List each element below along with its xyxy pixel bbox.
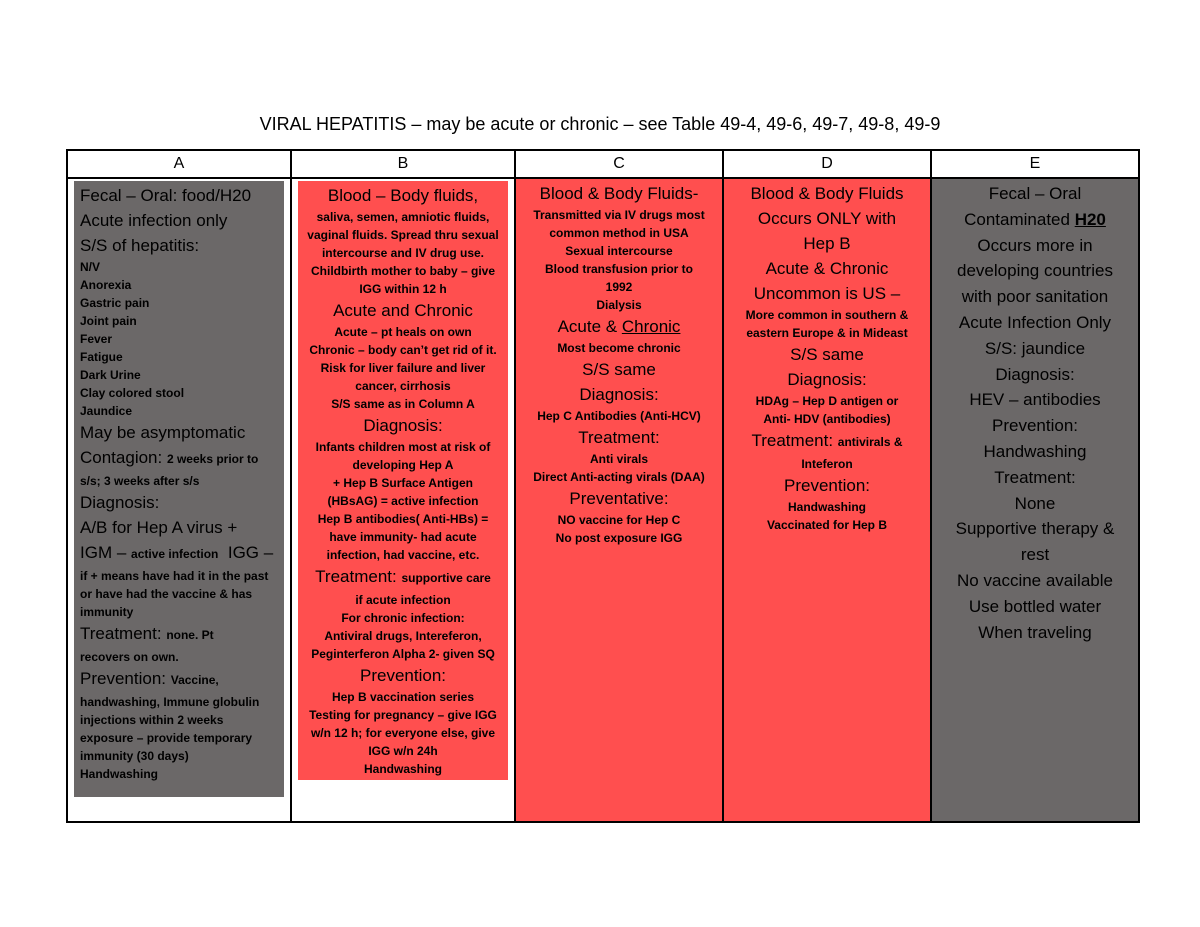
column-b — [291, 178, 515, 822]
content-row — [67, 178, 1139, 822]
e-line: Prevention: — [992, 416, 1078, 436]
b-line: w/n 12 h; for everyone else, give — [310, 726, 496, 740]
c-line: NO vaccine for Hep C — [557, 513, 681, 527]
d-line-big: Blood & Body Fluids — [750, 184, 904, 203]
d-line-big: Acute & Chronic — [765, 259, 889, 278]
c-line: Anti virals — [589, 452, 649, 466]
c-diagnosis-heading: Diagnosis: — [579, 385, 659, 404]
c-line: Direct Anti-acting virals (DAA) — [533, 470, 705, 484]
a-treatment — [80, 621, 278, 648]
column-d-panel — [724, 179, 930, 536]
a-ss-item: Gastric pain — [80, 296, 150, 310]
c-line: Dialysis — [596, 298, 642, 312]
column-c-panel — [516, 179, 722, 549]
a-acute: Acute infection only — [80, 211, 228, 230]
b-line: Peginterferon Alpha 2- given SQ — [311, 647, 495, 661]
d-treatment-heading: Treatment: — [751, 431, 834, 450]
column-c — [515, 178, 723, 822]
e-line: rest — [1020, 545, 1050, 565]
e-contaminated-label: Contaminated — [964, 209, 1070, 229]
b-line: For chronic infection: — [341, 611, 465, 625]
a-treatment-text-2: recovers on own. — [80, 650, 179, 664]
b-line: + Hep B Surface Antigen — [333, 476, 473, 490]
d-diagnosis-heading: Diagnosis: — [787, 370, 867, 389]
header-d: D — [723, 150, 931, 178]
b-line: developing Hep A — [352, 458, 454, 472]
a-prevention — [80, 666, 278, 693]
d-line-big: Uncommon is US – — [753, 284, 901, 303]
d-treatment-text: antivirals & — [837, 435, 903, 449]
a-prevention-text: Vaccine, — [170, 673, 219, 687]
d-line: Vaccinated for Hep B — [766, 518, 888, 532]
b-treatment — [302, 564, 504, 591]
column-e-panel — [932, 179, 1138, 647]
column-b-panel — [298, 181, 508, 780]
a-prevention-heading: Prevention: — [80, 669, 166, 688]
e-line: Use bottled water — [968, 596, 1102, 616]
header-e: E — [931, 150, 1139, 178]
header-row — [67, 150, 1139, 178]
d-line: Handwashing — [787, 500, 866, 514]
b-acute-chronic-heading: Acute and Chronic — [333, 301, 473, 320]
b-line: Testing for pregnancy – give IGG — [309, 708, 497, 722]
c-line: Transmitted via IV drugs most — [533, 208, 705, 222]
header-a: A — [67, 150, 291, 178]
b-line: Chronic – body can’t get rid of it. — [309, 343, 497, 357]
d-ss-heading: S/S same — [790, 345, 864, 364]
d-line: HDAg – Hep D antigen or — [755, 394, 899, 408]
b-line: Antiviral drugs, Intereferon, — [324, 629, 482, 643]
b-treatment-heading: Treatment: — [315, 567, 397, 586]
e-line: Handwashing — [983, 441, 1087, 461]
a-ss-item: Fatigue — [80, 350, 123, 364]
d-line-big: Hep B — [803, 234, 851, 253]
c-acute-label: Acute & — [557, 317, 618, 336]
a-ss-item: Clay colored stool — [80, 386, 185, 400]
b-line: Risk for liver failure and liver — [320, 361, 486, 375]
b-line: Hep B antibodies( Anti-HBs) = — [317, 512, 489, 526]
b-diagnosis-heading: Diagnosis: — [363, 416, 443, 435]
a-ss-item: Jaundice — [80, 404, 133, 418]
a-treatment-heading: Treatment: — [80, 624, 162, 643]
a-diagnosis-3: or have had the vaccine & has — [80, 587, 253, 601]
c-treatment-heading: Treatment: — [578, 428, 660, 447]
column-d — [723, 178, 931, 822]
e-line: Diagnosis: — [995, 364, 1075, 384]
c-line: common method in USA — [549, 226, 689, 240]
b-line: Acute – pt heals on own — [334, 325, 472, 339]
b-line: if acute infection — [355, 593, 451, 607]
d-prevention-heading: Prevention: — [784, 476, 870, 495]
a-prevention-line: Handwashing — [80, 767, 159, 781]
a-diagnosis-4: immunity — [80, 605, 134, 619]
c-line: Blood transfusion prior to — [545, 262, 693, 276]
d-line-big: Occurs ONLY with — [757, 209, 897, 228]
a-ss-item: Fever — [80, 332, 113, 346]
a-asymptomatic: May be asymptomatic — [80, 423, 246, 442]
d-line: Anti- HDV (antibodies) — [763, 412, 891, 426]
e-line: Fecal – Oral — [988, 184, 1082, 203]
b-treatment-text: supportive care — [401, 571, 491, 585]
e-line: S/S: jaundice — [984, 338, 1086, 358]
d-line: Inteferon — [801, 457, 853, 471]
column-a-panel — [74, 181, 284, 797]
b-line: vaginal fluids. Spread thru sexual — [307, 228, 499, 242]
header-c: C — [515, 150, 723, 178]
e-contaminated — [938, 207, 1132, 233]
b-line: Hep B vaccination series — [331, 690, 475, 704]
b-line: infection, had vaccine, etc. — [326, 548, 480, 562]
a-prevention-line: immunity (30 days) — [80, 749, 189, 763]
e-line: When traveling — [978, 622, 1092, 642]
a-diagnosis-2: if + means have had it in the past — [80, 569, 269, 583]
e-line: with poor sanitation — [961, 287, 1109, 307]
d-treatment — [730, 428, 924, 455]
b-line: Childbirth mother to baby – give — [310, 264, 495, 278]
a-contagion-text-2: s/s; 3 weeks after s/s — [80, 474, 200, 488]
a-transmission: Fecal – Oral: food/H20 — [80, 186, 252, 205]
b-line: intercourse and IV drug use. — [321, 246, 485, 260]
header-b: B — [291, 150, 515, 178]
b-line: Infants children most at risk of — [315, 440, 491, 454]
e-line: Supportive therapy & — [955, 519, 1115, 539]
a-igg: IGG – — [227, 543, 274, 562]
a-igm: IGM – — [80, 543, 127, 562]
e-line: developing countries — [957, 261, 1113, 281]
b-line: have immunity- had acute — [329, 530, 477, 544]
c-line: 1992 — [605, 280, 633, 294]
a-ss-heading: S/S of hepatitis: — [80, 236, 200, 255]
b-transmission-heading: Blood – Body fluids, — [327, 186, 479, 205]
b-line: S/S same as in Column A — [331, 397, 475, 411]
d-line: More common in southern & — [745, 308, 909, 322]
a-prevention-line: exposure – provide temporary — [80, 731, 253, 745]
b-line: cancer, cirrhosis — [355, 379, 451, 393]
b-line: (HBsAG) = active infection — [327, 494, 479, 508]
a-contagion-heading: Contagion: — [80, 448, 163, 467]
a-treatment-text: none. Pt — [166, 628, 214, 642]
c-preventative-heading: Preventative: — [569, 489, 669, 508]
a-igm-line — [80, 540, 278, 567]
c-line: No post exposure IGG — [555, 531, 683, 545]
a-igm-note: active infection — [131, 547, 219, 561]
c-acute-chronic-heading — [522, 314, 716, 339]
c-transmission-heading: Blood & Body Fluids- — [539, 184, 699, 203]
a-prevention-line: injections within 2 weeks — [80, 713, 224, 727]
b-line: Handwashing — [363, 762, 442, 776]
a-ss-item: Dark Urine — [80, 368, 141, 382]
b-line: saliva, semen, amniotic fluids, — [316, 210, 490, 224]
e-line: Acute Infection Only — [958, 312, 1112, 332]
e-h20: H20 — [1074, 209, 1106, 229]
b-prevention-heading: Prevention: — [360, 666, 446, 685]
a-prevention-line: handwashing, Immune globulin — [80, 695, 260, 709]
a-contagion — [80, 445, 278, 472]
c-line: Sexual intercourse — [565, 244, 673, 258]
e-line: HEV – antibodies — [969, 390, 1101, 410]
c-ss-heading: S/S same — [582, 360, 656, 379]
e-line: Treatment: — [994, 467, 1076, 487]
page-title: VIRAL HEPATITIS – may be acute or chronic – see Table 49-4, 49-6, 49-7, 49-8, 49-9 — [259, 114, 941, 134]
a-diagnosis-1: A/B for Hep A virus + — [80, 518, 238, 537]
c-line: Hep C Antibodies (Anti-HCV) — [537, 409, 701, 423]
column-e — [931, 178, 1139, 822]
e-line: None — [1014, 493, 1056, 513]
c-chronic-label: Chronic — [621, 317, 681, 336]
a-ss-item: Anorexia — [80, 278, 132, 292]
e-line: Occurs more in — [977, 235, 1093, 255]
a-ss-item: N/V — [80, 260, 101, 274]
c-line: Most become chronic — [557, 341, 681, 355]
a-contagion-text: 2 weeks prior to — [166, 452, 259, 466]
a-diagnosis-heading: Diagnosis: — [80, 493, 160, 512]
b-line: IGG w/n 24h — [368, 744, 438, 758]
hepatitis-table — [66, 149, 1140, 823]
column-a — [67, 178, 291, 822]
e-line: No vaccine available — [957, 570, 1113, 590]
a-ss-item: Joint pain — [80, 314, 137, 328]
b-line: IGG within 12 h — [359, 282, 447, 296]
d-line: eastern Europe & in Mideast — [746, 326, 908, 340]
